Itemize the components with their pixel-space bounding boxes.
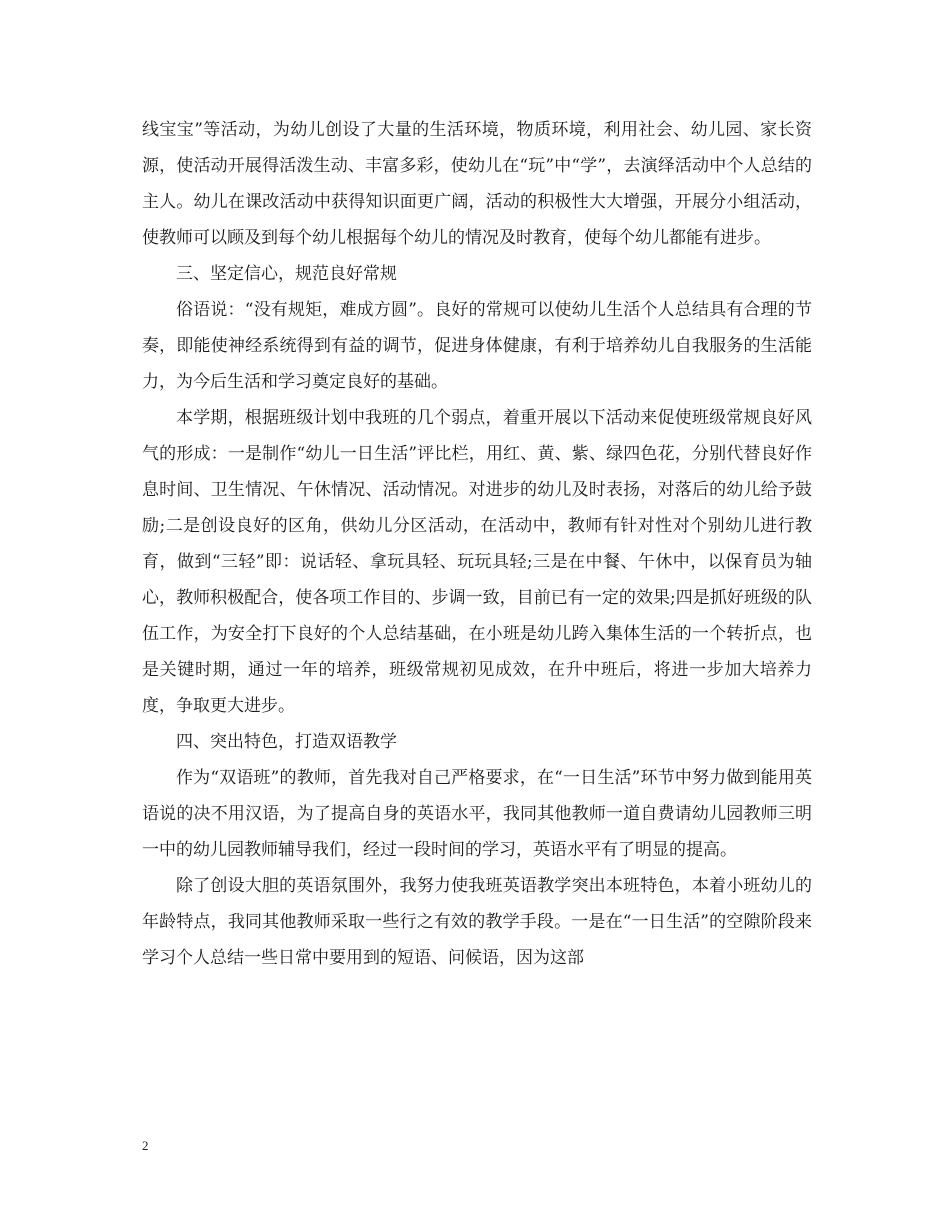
section-heading-3: 三、坚定信心，规范良好常规 [176,264,397,284]
paragraph-bilingual-teacher: 作为“双语班”的教师，首先我对自己严格要求，在“一日生活”环节中努力做到能用英语说的决不用汉语，为了提高自身的英语水平，我同其他教师一道自费请幼儿园教师三明一中的幼儿园教师辅导我们，经过一段时间的学习，英语水平有了明显的提高。 [142,768,812,860]
paragraph-bilingual-methods: 除了创设大胆的英语氛围外，我努力使我班英语教学突出本班特色，本着小班幼儿的年龄特点，我同其他教师采取一些行之有效的教学手段。一是在“一日生活”的空隙阶段来学习个人总结一些日常中要用到的短语、问候语，因为这部 [142,876,812,968]
page-number: 2 [142,1138,149,1153]
paragraph-continuation: 线宝宝”等活动，为幼儿创设了大量的生活环境，物质环境，利用社会、幼儿园、家长资源，使活动开展得活泼生动、丰富多彩，使幼儿在“玩”中“学”，去演绎活动中个人总结的主人。幼儿在课改活动中获得知识面更广阔，活动的积极性大大增强，开展分小组活动，使教师可以顾及到每个幼儿根据每个幼儿的情况及时教育，使每个幼儿都能有进步。 [142,120,812,248]
paragraph-routine-activities: 本学期，根据班级计划中我班的几个弱点，着重开展以下活动来促使班级常规良好风气的形成：一是制作“幼儿一日生活”评比栏，用红、黄、紫、绿四色花，分别代替良好作息时间、卫生情况、午休情况、活动情况。对进步的幼儿及时表扬，对落后的幼儿给予鼓励;二是创设良好的区角，供幼儿分区活动，在活动中，教师有针对性对个别幼儿进行教育，做到“三轻”即：说话轻、拿玩具轻、玩玩具轻;三是在中餐、午休中，以保育员为轴心，教师积极配合，使各项工作目的、步调一致，目前已有一定的效果;四是抓好班级的队伍工作，为安全打下良好的个人总结基础，在小班是幼儿跨入集体生活的一个转折点，也是关键时期，通过一年的培养，班级常规初见成效，在升中班后，将进一步加大培养力度，争取更大进步。 [142,408,812,716]
section-heading-4: 四、突出特色，打造双语教学 [176,732,397,752]
document-body [142,112,812,976]
paragraph-routine-intro: 俗语说：“没有规矩，难成方圆”。良好的常规可以使幼儿生活个人总结具有合理的节奏，即能使神经系统得到有益的调节，促进身体健康，有利于培养幼儿自我服务的生活能力，为今后生活和学习奠定良好的基础。 [142,300,812,392]
